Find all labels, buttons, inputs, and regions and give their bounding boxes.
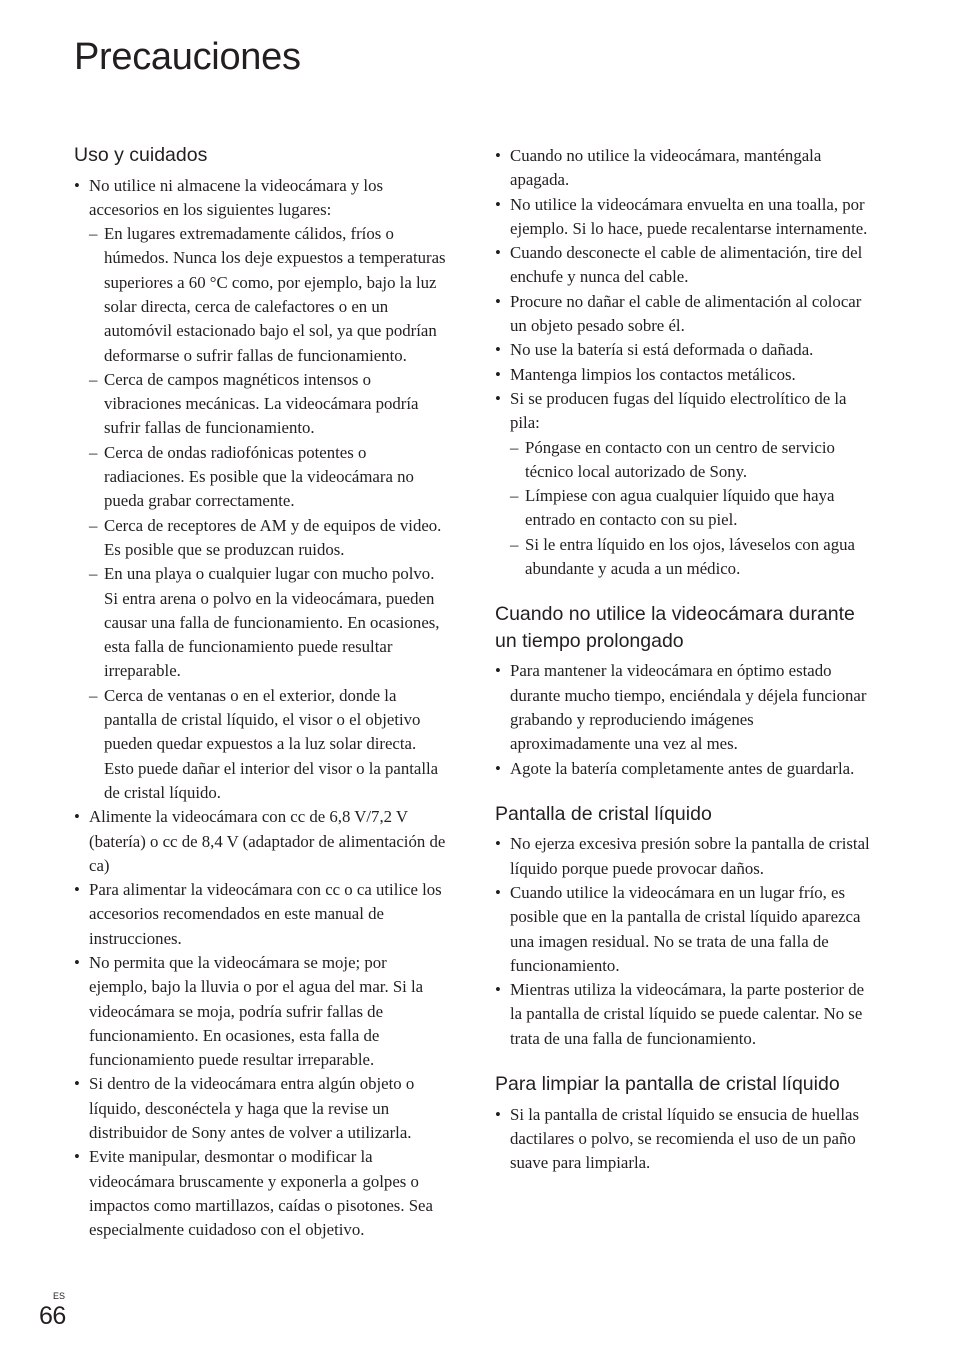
section-heading-uso-prolongado: Cuando no utilice la videocámara durante un tiempo prolongado — [495, 603, 855, 652]
bullet-item: • No utilice la videocámara envuelta en una toalla, por ejemplo. Si lo hace, puede recalentarse internamente. — [495, 193, 875, 242]
bullet-list — [495, 659, 875, 780]
right-column — [495, 144, 875, 1175]
bullet-item: • Evite manipular, desmontar o modificar la videocámara bruscamente y exponerla a golpes o impactos como martillazos, caídas o pisotones. Sea especialmente cuidadoso con el objetivo. — [74, 1145, 446, 1242]
section-heading-uso-y-cuidados: Uso y cuidados — [74, 144, 208, 166]
sub-list — [89, 222, 446, 805]
bullet-list — [495, 832, 875, 1051]
language-label: ES — [53, 1291, 66, 1301]
bullet-text: No utilice ni almacene la videocámara y los accesorios en los siguientes lugares: — [89, 175, 384, 219]
section-heading-limpiar-pantalla: Para limpiar la pantalla de cristal líquido — [495, 1073, 840, 1095]
sub-item: – Cerca de campos magnéticos intensos o vibraciones mecánicas. La videocámara podría sufrir fallas de funcionamiento. — [89, 368, 446, 441]
bullet-item — [495, 387, 875, 581]
sub-item: – Si le entra líquido en los ojos, láveselos con agua abundante y acuda a un médico. — [510, 533, 875, 582]
bullet-list — [74, 174, 446, 1243]
section-heading-pantalla: Pantalla de cristal líquido — [495, 802, 712, 825]
sub-item: – Límpiese con agua cualquier líquido que haya entrado en contacto con su piel. — [510, 484, 875, 533]
sub-item: – Cerca de ondas radiofónicas potentes o radiaciones. Es posible que la videocámara no pueda grabar correctamente. — [89, 441, 446, 514]
left-column — [74, 142, 446, 1243]
page-number-block — [39, 1291, 66, 1331]
bullet-item: • No use la batería si está deformada o dañada. — [495, 338, 875, 362]
bullet-text: Si se producen fugas del líquido electrolítico de la pila: — [510, 388, 847, 433]
sub-item: – Póngase en contacto con un centro de servicio técnico local autorizado de Sony. — [510, 436, 875, 485]
bullet-item: • Si la pantalla de cristal líquido se ensucia de huellas dactilares o polvo, se recomienda el uso de un paño suave para limpiarla. — [495, 1103, 875, 1176]
sub-item: – En lugares extremadamente cálidos, fríos o húmedos. Nunca los deje expuestos a temperaturas superiores a 60 °C como, por ejemplo, bajo la luz solar directa, cerca de calefactores o en un automóvil estacionado bajo el sol, ya que podrían deformarse o sufrir fallas de funcionamiento. — [89, 222, 446, 368]
bullet-item: • Mantenga limpios los contactos metálicos. — [495, 363, 875, 387]
bullet-item: • Agote la batería completamente antes de guardarla. — [495, 757, 875, 781]
page-title: Precauciones — [74, 36, 301, 78]
bullet-item: • Si dentro de la videocámara entra algún objeto o líquido, desconéctela y haga que la revise un distribuidor de Sony antes de volver a utilizarla. — [74, 1072, 446, 1145]
bullet-item: • Para alimentar la videocámara con cc o ca utilice los accesorios recomendados en este manual de instrucciones. — [74, 878, 446, 951]
bullet-item: • Cuando utilice la videocámara en un lugar frío, es posible que en la pantalla de cristal líquido aparezca una imagen residual. No se trata de una falla de funcionamiento. — [495, 881, 875, 978]
bullet-item: • Para mantener la videocámara en óptimo estado durante mucho tiempo, enciéndala y déjela funcionar grabando y reproduciendo imágenes aproximadamente una vez al mes. — [495, 659, 875, 756]
sub-list — [510, 436, 875, 582]
bullet-item: • Cuando desconecte el cable de alimentación, tire del enchufe y nunca del cable. — [495, 241, 875, 290]
sub-item: – Cerca de receptores de AM y de equipos de video. Es posible que se produzcan ruidos. — [89, 514, 446, 563]
sub-item: – Cerca de ventanas o en el exterior, donde la pantalla de cristal líquido, el visor o el objetivo pueden quedar expuestos a la luz solar directa. Esto puede dañar el interior del visor o la pantalla de cristal líquido. — [89, 684, 446, 805]
sub-item: – En una playa o cualquier lugar con mucho polvo. Si entra arena o polvo en la videocámara, pueden causar una falla de funcionamiento. En ocasiones, esta falla de funcionamiento puede resultar irreparable. — [89, 562, 446, 683]
bullet-item: • No ejerza excesiva presión sobre la pantalla de cristal líquido porque puede provocar daños. — [495, 832, 875, 881]
bullet-item: • No permita que la videocámara se moje; por ejemplo, bajo la lluvia o por el agua del mar. Si la videocámara se moja, podría sufrir fallas de funcionamiento. En ocasiones, esta falla de funcionamiento puede resultar irreparable. — [74, 951, 446, 1072]
bullet-list — [495, 144, 875, 581]
page-number: 66 — [39, 1302, 66, 1330]
bullet-item: • Mientras utiliza la videocámara, la parte posterior de la pantalla de cristal líquido se puede calentar. No se trata de una falla de funcionamiento. — [495, 978, 875, 1051]
bullet-list — [495, 1103, 875, 1176]
bullet-item: • Procure no dañar el cable de alimentación al colocar un objeto pesado sobre él. — [495, 290, 875, 339]
bullet-item: • Cuando no utilice la videocámara, manténgala apagada. — [495, 144, 875, 193]
bullet-item: • Alimente la videocámara con cc de 6,8 V/7,2 V (batería) o cc de 8,4 V (adaptador de alimentación de ca) — [74, 805, 446, 878]
bullet-item — [74, 174, 446, 806]
